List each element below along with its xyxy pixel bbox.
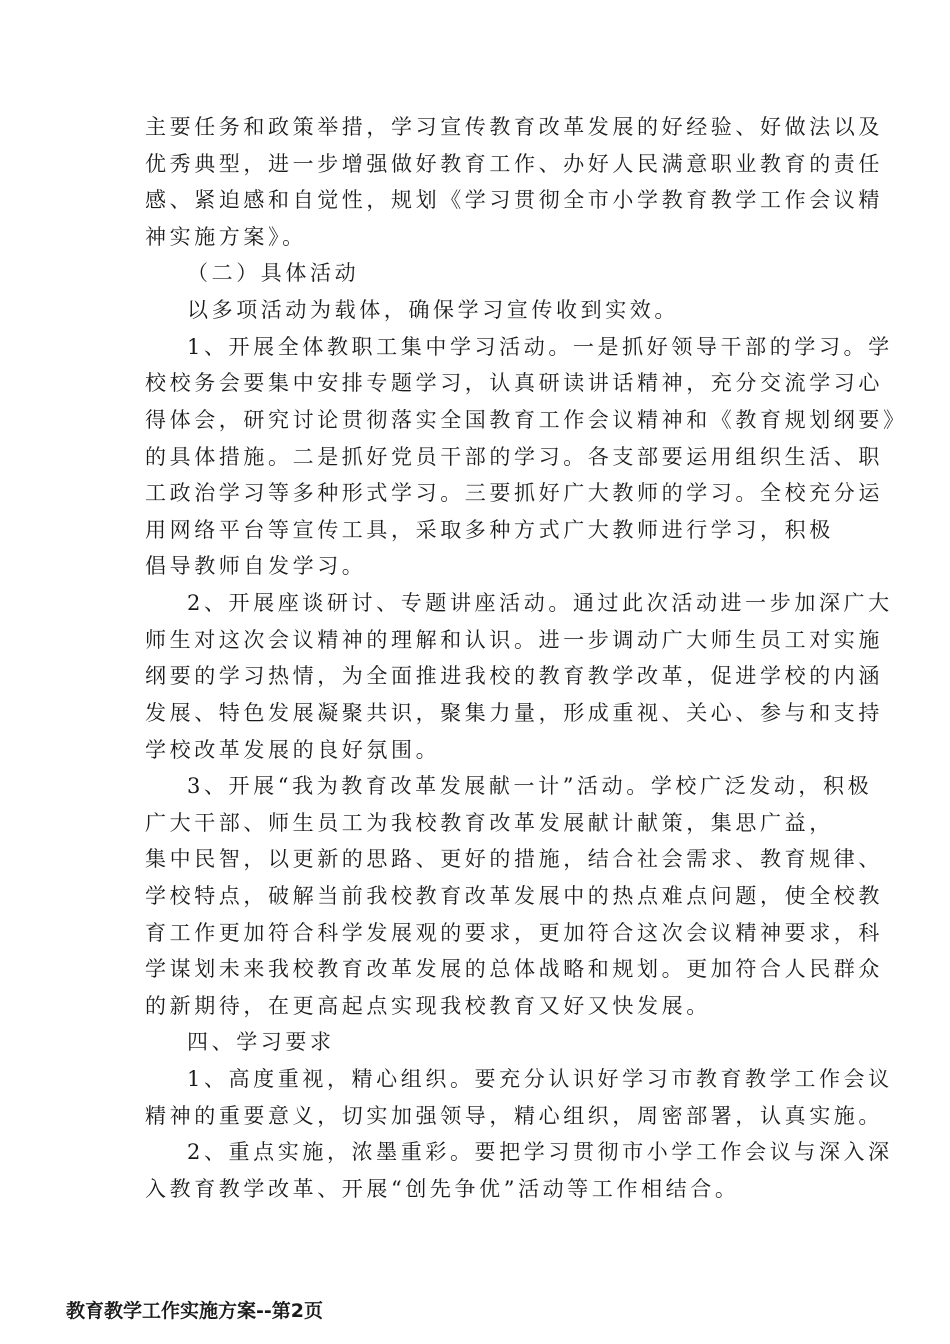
paragraph-line: 学校特点，破解当前我校教育改革发展中的热点难点问题，使全校教 [145, 884, 883, 908]
section-heading: 四、学习要求 [187, 1030, 335, 1054]
paragraph-line: 主要任务和政策举措，学习宣传教育改革发展的好经验、好做法以及 [145, 115, 883, 139]
paragraph-line: 的新期待，在更高起点实现我校教育又好又快发展。 [145, 994, 711, 1018]
paragraph-line: 2、重点实施，浓墨重彩。要把学习贯彻市小学工作会议与深入深 [187, 1140, 893, 1164]
paragraph-line: 神实施方案》。 [145, 225, 307, 249]
paragraph-line: 得体会，研究讨论贯彻落实全国教育工作会议精神和《教育规划纲要》 [145, 408, 908, 432]
paragraph-line: 用网络平台等宣传工具，采取多种方式广大教师进行学习，积极 [145, 518, 834, 542]
paragraph-line: 倡导教师自发学习。 [145, 554, 367, 578]
section-heading: （二）具体活动 [187, 261, 360, 285]
paragraph-line: 集中民智，以更新的思路、更好的措施，结合社会需求、教育规律、 [145, 847, 883, 871]
paragraph-line: 广大干部、师生员工为我校教育改革发展献计献策，集思广益， [145, 811, 834, 835]
paragraph-line: 优秀典型，进一步增强做好教育工作、办好人民满意职业教育的责任 [145, 152, 883, 176]
paragraph-line: 纲要的学习热情，为全面推进我校的教育教学改革，促进学校的内涵 [145, 664, 883, 688]
paragraph-line: 精神的重要意义，切实加强领导，精心组织，周密部署，认真实施。 [145, 1104, 883, 1128]
paragraph-line: 师生对这次会议精神的理解和认识。进一步调动广大师生员工对实施 [145, 628, 883, 652]
paragraph-line: 学谋划未来我校教育改革发展的总体战略和规划。更加符合人民群众 [145, 957, 883, 981]
paragraph-line: 入教育教学改革、开展“创先争优”活动等工作相结合。 [145, 1177, 740, 1201]
paragraph-line: 以多项活动为载体，确保学习宣传收到实效。 [187, 298, 679, 322]
paragraph-line: 校校务会要集中安排专题学习，认真研读讲话精神，充分交流学习心 [145, 371, 883, 395]
paragraph-line: 工政治学习等多种形式学习。三要抓好广大教师的学习。全校充分运 [145, 481, 883, 505]
paragraph-line: 1、开展全体教职工集中学习活动。一是抓好领导干部的学习。学 [187, 335, 893, 359]
paragraph-line: 2、开展座谈研讨、专题讲座活动。通过此次活动进一步加深广大 [187, 591, 893, 615]
page-footer: 教育教学工作实施方案--第2页 [66, 1300, 323, 1322]
paragraph-line: 的具体措施。二是抓好党员干部的学习。各支部要运用组织生活、职 [145, 445, 883, 469]
paragraph-line: 1、高度重视，精心组织。要充分认识好学习市教育教学工作会议 [187, 1067, 893, 1091]
paragraph-line: 3、开展“我为教育改革发展献一计”活动。学校广泛发动，积极 [187, 774, 873, 798]
paragraph-line: 感、紧迫感和自觉性，规划《学习贯彻全市小学教育教学工作会议精 [145, 188, 883, 212]
paragraph-line: 发展、特色发展凝聚共识，聚集力量，形成重视、关心、参与和支持 [145, 701, 883, 725]
paragraph-line: 育工作更加符合科学发展观的要求，更加符合这次会议精神要求，科 [145, 921, 883, 945]
paragraph-line: 学校改革发展的良好氛围。 [145, 738, 441, 762]
